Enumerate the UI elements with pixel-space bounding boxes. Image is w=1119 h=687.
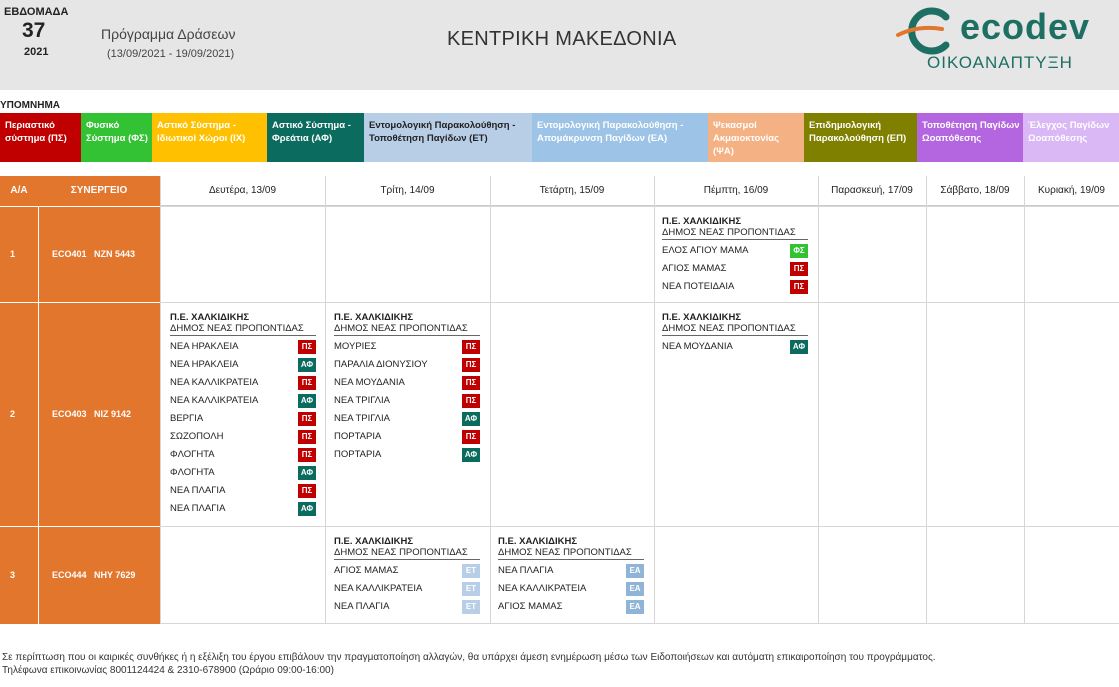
activity-entry <box>334 582 480 600</box>
activity-code-badge: ΕΑ <box>626 600 644 614</box>
grid-divider <box>160 206 1119 207</box>
location-name: ΝΕΑ ΚΑΛΛΙΚΡΑΤΕΙΑ <box>170 377 259 388</box>
legend-item: Αστικό Σύστημα - Ιδιωτικοί Χώροι (ΙΧ) <box>152 113 267 162</box>
activity-code-badge: ΕΑ <box>626 582 644 596</box>
grid-divider <box>325 176 326 624</box>
activity-entry <box>498 600 644 618</box>
activity-code-badge: ΠΣ <box>462 430 480 444</box>
legend-item: Εντομολογική Παρακολούθηση - Απομάκρυνση Παγίδων (ΕΑ) <box>532 113 708 162</box>
activity-block <box>170 312 316 520</box>
activity-code-badge: ΠΣ <box>462 340 480 354</box>
region-title: ΚΕΝΤΡΙΚΗ ΜΑΚΕΔΟΝΙΑ <box>447 28 677 50</box>
activity-entry <box>662 280 808 298</box>
activity-entry <box>334 600 480 618</box>
location-name: ΑΓΙΟΣ ΜΑΜΑΣ <box>662 263 727 274</box>
grid-divider <box>160 526 1119 527</box>
location-name: ΝΕΑ ΠΛΑΓΙΑ <box>170 503 226 514</box>
grid-divider <box>160 302 1119 303</box>
grid-divider <box>654 176 655 624</box>
activity-code-badge: ΑΦ <box>298 502 316 516</box>
activity-block <box>662 216 808 298</box>
location-name: ΝΕΑ ΜΟΥΔΑΝΙΑ <box>334 377 405 388</box>
block-municipality: ΔΗΜΟΣ ΝΕΑΣ ΠΡΟΠΟΝΤΙΔΑΣ <box>334 323 480 336</box>
location-name: ΦΛΟΓΗΤΑ <box>170 449 215 460</box>
legend-item: Περιαστικό σύστημα (ΠΣ) <box>0 113 81 162</box>
location-name: ΝΕΑ ΤΡΙΓΛΙΑ <box>334 395 390 406</box>
block-municipality: ΔΗΜΟΣ ΝΕΑΣ ΠΡΟΠΟΝΤΙΔΑΣ <box>662 323 808 336</box>
block-municipality: ΔΗΜΟΣ ΝΕΑΣ ΠΡΟΠΟΝΤΙΔΑΣ <box>170 323 316 336</box>
activity-entry <box>170 394 316 412</box>
legend-item: Ψεκασμοί Ακμαιοκτονίας (ΨΑ) <box>708 113 804 162</box>
activity-code-badge: ΑΦ <box>462 412 480 426</box>
activity-code-badge: ΑΦ <box>790 340 808 354</box>
activity-entry <box>662 262 808 280</box>
schedule-grid <box>0 176 1119 624</box>
activity-code-badge: ΑΦ <box>298 358 316 372</box>
row-number: 3 <box>0 527 38 624</box>
location-name: ΣΩΖΟΠΟΛΗ <box>170 431 224 442</box>
grid-divider <box>490 176 491 624</box>
activity-entry <box>334 376 480 394</box>
activity-entry <box>334 412 480 430</box>
location-name: ΝΕΑ ΗΡΑΚΛΕΙΑ <box>170 341 239 352</box>
grid-divider <box>1024 176 1025 624</box>
activity-block <box>498 536 644 618</box>
activity-code-badge: ΕΑ <box>626 564 644 578</box>
logo-subtitle: ΟΙΚΟΑΝΑΠΤΥΞΗ <box>927 53 1073 72</box>
activity-code-badge: ΠΣ <box>298 448 316 462</box>
activity-entry <box>662 244 808 262</box>
activity-entry <box>662 340 808 358</box>
activity-entry <box>170 430 316 448</box>
location-name: ΒΕΡΓΙΑ <box>170 413 204 424</box>
location-name: ΕΛΟΣ ΑΓΙΟΥ ΜΑΜΑ <box>662 245 749 256</box>
activity-entry <box>170 412 316 430</box>
day-header: Τρίτη, 14/09 <box>325 176 490 206</box>
team-cell: ECO403 NIZ 9142 <box>39 303 160 526</box>
team-cell: ECO401 NZN 5443 <box>39 207 160 302</box>
legend-item: Αστικό Σύστημα - Φρεάτια (ΑΦ) <box>267 113 364 162</box>
footer-note <box>2 651 936 677</box>
day-header: Παρασκευή, 17/09 <box>818 176 926 206</box>
location-name: ΠΟΡΤΑΡΙΑ <box>334 449 382 460</box>
activity-block <box>662 312 808 358</box>
legend-item: Τοποθέτηση Παγίδων Ωοαπόθεσης <box>917 113 1023 162</box>
block-prefecture: Π.Ε. ΧΑΛΚΙΔΙΚΗΣ <box>334 312 414 323</box>
activity-entry <box>334 448 480 466</box>
activity-entry <box>170 448 316 466</box>
activity-code-badge: ΠΣ <box>462 394 480 408</box>
location-name: ΝΕΑ ΗΡΑΚΛΕΙΑ <box>170 359 239 370</box>
activity-entry <box>170 376 316 394</box>
activity-code-badge: ΕΤ <box>462 600 480 614</box>
location-name: ΝΕΑ ΜΟΥΔΑΝΙΑ <box>662 341 733 352</box>
block-municipality: ΔΗΜΟΣ ΝΕΑΣ ΠΡΟΠΟΝΤΙΔΑΣ <box>334 547 480 560</box>
legend-item: Έλεγχος Παγίδων Ωοαπόθεσης <box>1023 113 1119 162</box>
program-dates: (13/09/2021 - 19/09/2021) <box>107 48 235 60</box>
footer-line-1: Σε περίπτωση που οι καιρικές συνθήκες ή η εξέλιξη του έργου επιβάλουν την πραγματοποίηση αλλαγών, θα υπάρχει άμεση ενημέρωση μέσω των Ειδοποιήσεων και αυτόματη επικαιροποίηση του προγράμματος. <box>2 652 936 663</box>
activity-code-badge: ΠΣ <box>462 358 480 372</box>
location-name: ΝΕΑ ΚΑΛΛΙΚΡΑΤΕΙΑ <box>498 583 587 594</box>
day-header: Κυριακή, 19/09 <box>1024 176 1119 206</box>
activity-entry <box>170 484 316 502</box>
block-prefecture: Π.Ε. ΧΑΛΚΙΔΙΚΗΣ <box>334 536 414 547</box>
location-name: ΜΟΥΡΙΕΣ <box>334 341 377 352</box>
activity-code-badge: ΑΦ <box>298 394 316 408</box>
location-name: ΑΓΙΟΣ ΜΑΜΑΣ <box>334 565 399 576</box>
activity-entry <box>334 430 480 448</box>
legend-item: Εντομολογική Παρακολούθηση - Τοποθέτηση Παγίδων (ΕΤ) <box>364 113 532 162</box>
day-header: Πέμπτη, 16/09 <box>654 176 818 206</box>
activity-code-badge: ΑΦ <box>298 466 316 480</box>
day-header: Τετάρτη, 15/09 <box>490 176 654 206</box>
row-number: 1 <box>0 207 38 302</box>
location-name: ΠΟΡΤΑΡΙΑ <box>334 431 382 442</box>
location-name: ΠΑΡΑΛΙΑ ΔΙΟΝΥΣΙΟΥ <box>334 359 428 370</box>
row-number: 2 <box>0 303 38 526</box>
footer-line-2: Τηλέφωνα επικοινωνίας 8001124424 & 2310-678900 (Ωράριο 09:00-16:00) <box>2 665 334 676</box>
block-prefecture: Π.Ε. ΧΑΛΚΙΔΙΚΗΣ <box>170 312 250 323</box>
legend <box>0 113 1119 162</box>
day-header: Σάββατο, 18/09 <box>926 176 1024 206</box>
activity-entry <box>170 340 316 358</box>
activity-code-badge: ΠΣ <box>298 430 316 444</box>
activity-code-badge: ΠΣ <box>790 262 808 276</box>
block-municipality: ΔΗΜΟΣ ΝΕΑΣ ΠΡΟΠΟΝΤΙΔΑΣ <box>498 547 644 560</box>
activity-entry <box>498 582 644 600</box>
week-label: ΕΒΔΟΜΑΔΑ <box>4 6 69 18</box>
activity-code-badge: ΠΣ <box>298 340 316 354</box>
activity-code-badge: ΕΤ <box>462 564 480 578</box>
activity-code-badge: ΕΤ <box>462 582 480 596</box>
activity-entry <box>170 466 316 484</box>
grid-divider <box>818 176 819 624</box>
activity-code-badge: ΦΣ <box>790 244 808 258</box>
location-name: ΝΕΑ ΠΛΑΓΙΑ <box>498 565 554 576</box>
location-name: ΦΛΟΓΗΤΑ <box>170 467 215 478</box>
activity-code-badge: ΠΣ <box>790 280 808 294</box>
block-prefecture: Π.Ε. ΧΑΛΚΙΔΙΚΗΣ <box>662 312 742 323</box>
block-prefecture: Π.Ε. ΧΑΛΚΙΔΙΚΗΣ <box>498 536 578 547</box>
activity-code-badge: ΑΦ <box>462 448 480 462</box>
activity-code-badge: ΠΣ <box>298 484 316 498</box>
block-prefecture: Π.Ε. ΧΑΛΚΙΔΙΚΗΣ <box>662 216 742 227</box>
grid-divider <box>926 176 927 624</box>
ecodev-logo-icon <box>896 5 956 55</box>
location-name: ΑΓΙΟΣ ΜΑΜΑΣ <box>498 601 563 612</box>
week-year: 2021 <box>24 46 49 58</box>
day-header: Δευτέρα, 13/09 <box>160 176 325 206</box>
legend-title: ΥΠΟΜΝΗΜΑ <box>0 100 60 111</box>
location-name: ΝΕΑ ΚΑΛΛΙΚΡΑΤΕΙΑ <box>334 583 423 594</box>
col-header-team: ΣΥΝΕΡΓΕΙΟ <box>38 176 160 206</box>
week-number: 37 <box>22 19 46 42</box>
block-municipality: ΔΗΜΟΣ ΝΕΑΣ ΠΡΟΠΟΝΤΙΔΑΣ <box>662 227 808 240</box>
location-name: ΝΕΑ ΠΟΤΕΙΔΑΙΑ <box>662 281 735 292</box>
legend-item: Φυσικό Σύστημα (ΦΣ) <box>81 113 152 162</box>
grid-divider <box>160 176 161 624</box>
activity-entry <box>498 564 644 582</box>
legend-item: Επιδημιολογική Παρακολούθηση (ΕΠ) <box>804 113 917 162</box>
activity-entry <box>334 358 480 376</box>
logo-name: ecodev <box>960 6 1091 47</box>
col-header-aa: Α/Α <box>0 176 38 206</box>
activity-code-badge: ΠΣ <box>462 376 480 390</box>
activity-entry <box>170 502 316 520</box>
location-name: ΝΕΑ ΠΛΑΓΙΑ <box>170 485 226 496</box>
activity-block <box>334 536 480 618</box>
location-name: ΝΕΑ ΠΛΑΓΙΑ <box>334 601 390 612</box>
activity-entry <box>334 394 480 412</box>
program-title: Πρόγραμμα Δράσεων <box>101 26 236 42</box>
location-name: ΝΕΑ ΚΑΛΛΙΚΡΑΤΕΙΑ <box>170 395 259 406</box>
activity-block <box>334 312 480 466</box>
team-cell: ECO444 NHY 7629 <box>39 527 160 624</box>
activity-entry <box>170 358 316 376</box>
grid-divider <box>160 623 1119 624</box>
location-name: ΝΕΑ ΤΡΙΓΛΙΑ <box>334 413 390 424</box>
activity-entry <box>334 340 480 358</box>
activity-code-badge: ΠΣ <box>298 376 316 390</box>
activity-code-badge: ΠΣ <box>298 412 316 426</box>
activity-entry <box>334 564 480 582</box>
header <box>0 0 1119 90</box>
